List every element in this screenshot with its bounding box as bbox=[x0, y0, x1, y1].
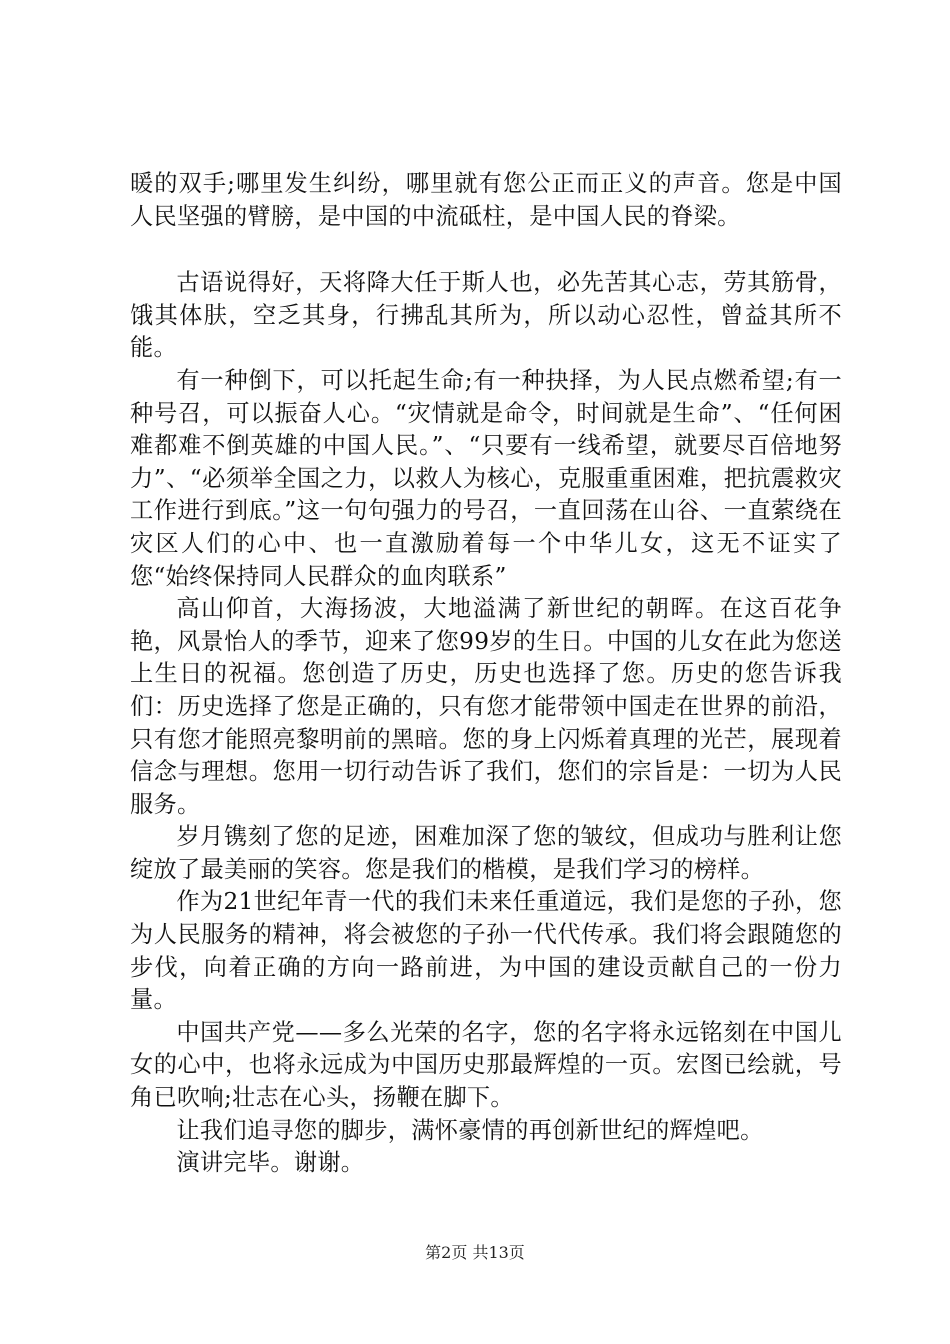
paragraph: 高山仰首，大海扬波，大地溢满了新世纪的朝晖。在这百花争艳，风景怡人的季节，迎来了您99岁的生日。中国的儿女在此为您送上生日的祝福。您创造了历史，历史也选择了您。历史的您告诉我们：历史选择了您是正确的，只有您才能带领中国走在世界的前沿，只有您才能照亮黎明前的黑暗。您的身上闪烁着真理的光芒，展现着信念与理想。您用一切行动告诉了我们，您们的宗旨是：一切为人民服务。 bbox=[130, 595, 842, 818]
paragraph: 中国共产党——多么光荣的名字，您的名字将永远铭刻在中国儿女的心中，也将永远成为中国历史那最辉煌的一页。宏图已绘就，号角已吹响;壮志在心头，扬鞭在脚下。 bbox=[130, 1018, 842, 1112]
page-footer bbox=[0, 1243, 950, 1263]
paragraph: 有一种倒下，可以托起生命;有一种抉择，为人民点燃希望;有一种号召，可以振奋人心。“灾情就是命令，时间就是生命”、“任何困难都难不倒英雄的中国人民。”、“只要有一线希望，就要尽百倍地努力”、“必须举全国之力，以救人为核心，克服重重困难，把抗震救灾工作进行到底。”这一句句强力的号召，一直回荡在山谷、一直萦绕在灾区人们的心中、也一直激励着每一个中华儿女，这无不证实了您“始终保持同人民群众的血肉联系” bbox=[130, 366, 842, 590]
paragraph: 古语说得好，天将降大任于斯人也，必先苦其心志，劳其筋骨，饿其体肤，空乏其身，行拂乱其所为，所以动心忍性，曾益其所不能。 bbox=[130, 269, 842, 362]
page-number-label: 第2页 共13页 bbox=[425, 1243, 525, 1262]
paragraph: 岁月镌刻了您的足迹，困难加深了您的皱纹，但成功与胜利让您绽放了最美丽的笑容。您是我们的楷模，是我们学习的榜样。 bbox=[130, 823, 842, 883]
paragraph: 让我们追寻您的脚步，满怀豪情的再创新世纪的辉煌吧。 bbox=[176, 1116, 764, 1144]
paragraph-continued: 暖的双手;哪里发生纠纷，哪里就有您公正而正义的声音。您是中国人民坚强的臂膀，是中国的中流砥柱，是中国人民的脊梁。 bbox=[130, 170, 842, 230]
paragraph: 演讲完毕。谢谢。 bbox=[176, 1149, 365, 1177]
body-text bbox=[130, 168, 842, 1180]
paragraph: 作为21世纪年青一代的我们未来任重道远，我们是您的子孙，您为人民服务的精神，将会被您的子孙一代代传承。我们将会跟随您的步伐，向着正确的方向一路前进，为中国的建设贡献自己的一份力量。 bbox=[130, 888, 842, 1014]
